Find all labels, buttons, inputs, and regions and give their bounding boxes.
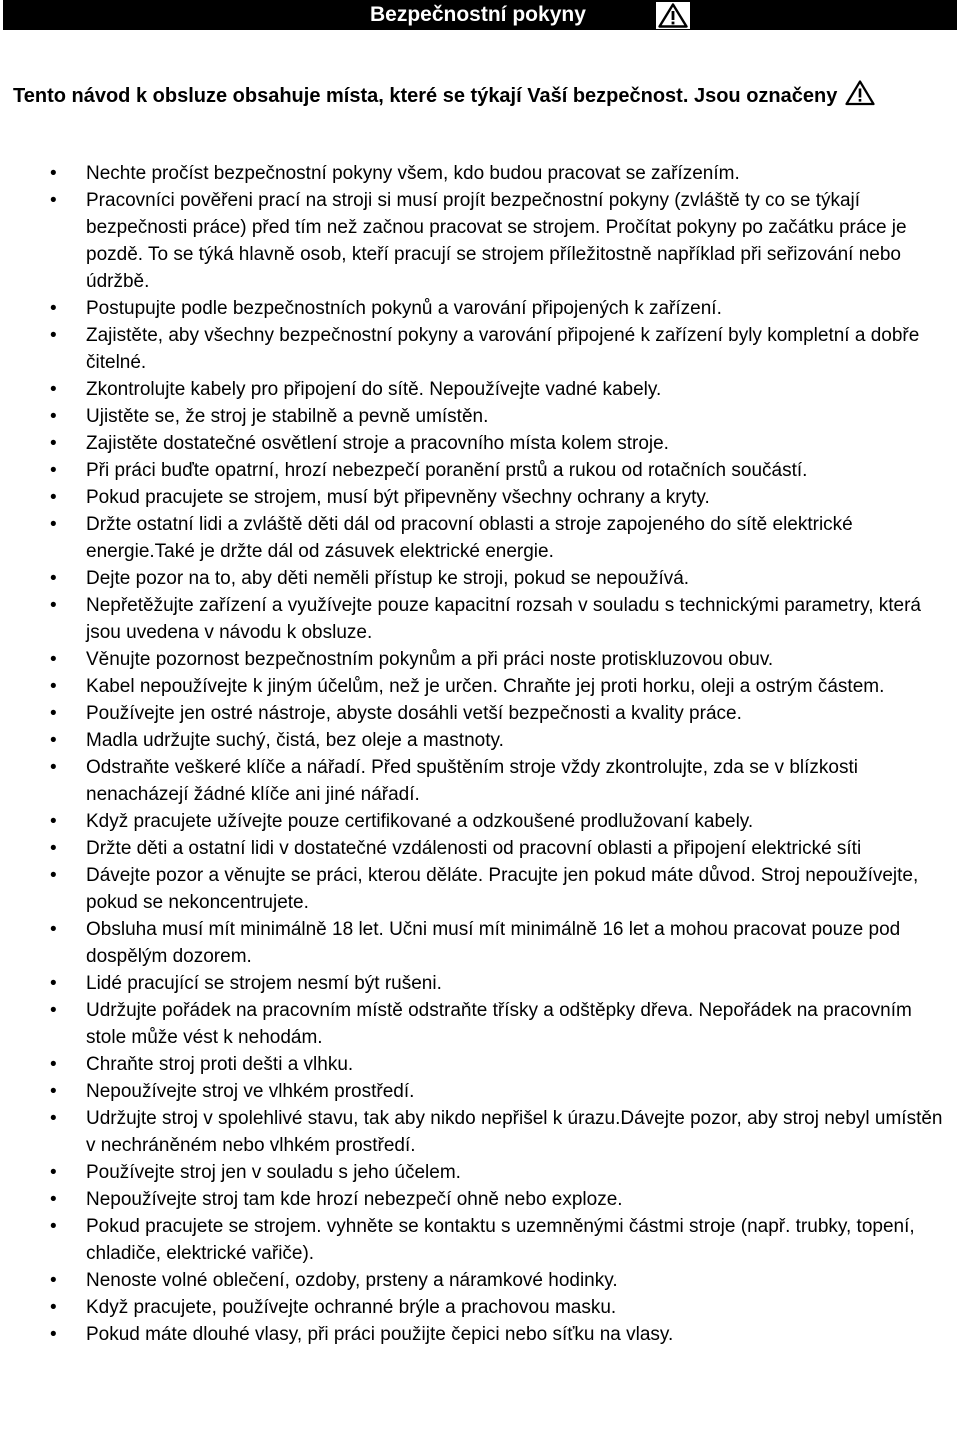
list-item: • Věnujte pozornost bezpečnostním pokynům a při práci noste protiskluzovou obuv. xyxy=(0,646,960,673)
list-item: • Madla udržujte suchý, čistá, bez oleje a mastnoty. xyxy=(0,727,960,754)
list-item: • Držte ostatní lidi a zvláště děti dál od pracovní oblasti a stroje zapojeného do sítě elektrické energie.Také je držte dál od zásuvek elektrické energie. xyxy=(0,511,960,565)
list-item: • Nepoužívejte stroj ve vlhkém prostředí. xyxy=(0,1078,960,1105)
list-item: • Kabel nepoužívejte k jiným účelům, než je určen. Chraňte jej proti horku, oleji a ostrým částem. xyxy=(0,673,960,700)
list-item: • Postupujte podle bezpečnostních pokynů a varování připojených k zařízení. xyxy=(0,295,960,322)
list-item: • Pokud pracujete se strojem. vyhněte se kontaktu s uzemněnými částmi stroje (např. trubky, topení, chladiče, elektrické vařiče). xyxy=(0,1213,960,1267)
intro-text: Tento návod k obsluze obsahuje místa, které se týkají Vaší bezpečnost. Jsou označeny xyxy=(13,85,838,107)
section-header-bar xyxy=(3,0,957,30)
list-item: • Udržujte pořádek na pracovním místě odstraňte třísky a odštěpky dřeva. Nepořádek na pracovním stole může vést k nehodám. xyxy=(0,997,960,1051)
list-item: • Dejte pozor na to, aby děti neměli přístup ke stroji, pokud se nepoužívá. xyxy=(0,565,960,592)
list-item: • Nechte pročíst bezpečnostní pokyny všem, kdo budou pracovat se zařízením. xyxy=(0,160,960,187)
list-item: • Když pracujete, používejte ochranné brýle a prachovou masku. xyxy=(0,1294,960,1321)
list-item: • Zajistěte dostatečné osvětlení stroje a pracovního místa kolem stroje. xyxy=(0,430,960,457)
list-item: • Pokud máte dlouhé vlasy, při práci použijte čepici nebo síťku na vlasy. xyxy=(0,1321,960,1348)
list-item: • Při práci buďte opatrní, hrozí nebezpečí poranění prstů a rukou od rotačních součástí. xyxy=(0,457,960,484)
list-item: • Lidé pracující se strojem nesmí být rušeni. xyxy=(0,970,960,997)
list-item: • Pokud pracujete se strojem, musí být připevněny všechny ochrany a kryty. xyxy=(0,484,960,511)
list-item: • Nenoste volné oblečení, ozdoby, prsteny a náramkové hodinky. xyxy=(0,1267,960,1294)
list-item: • Zkontrolujte kabely pro připojení do sítě. Nepoužívejte vadné kabely. xyxy=(0,376,960,403)
list-item: • Obsluha musí mít minimálně 18 let. Učni musí mít minimálně 16 let a mohou pracovat pouze pod dospělým dozorem. xyxy=(0,916,960,970)
warning-triangle-icon xyxy=(845,80,875,114)
warning-triangle-icon xyxy=(656,2,690,29)
list-item: • Ujistěte se, že stroj je stabilně a pevně umístěn. xyxy=(0,403,960,430)
list-item: • Používejte stroj jen v souladu s jeho účelem. xyxy=(0,1159,960,1186)
list-item: • Chraňte stroj proti dešti a vlhku. xyxy=(0,1051,960,1078)
list-item: • Používejte jen ostré nástroje, abyste dosáhli vetší bezpečnosti a kvality práce. xyxy=(0,700,960,727)
list-item: • Nepřetěžujte zařízení a využívejte pouze kapacitní rozsah v souladu s technickými parametry, která jsou uvedena v návodu k obsluze. xyxy=(0,592,960,646)
list-item: • Když pracujete užívejte pouze certifikované a odzkoušené prodlužovaní kabely. xyxy=(0,808,960,835)
list-item: • Pracovníci pověřeni prací na stroji si musí projít bezpečnostní pokyny (zvláště ty co se týkají bezpečnosti práce) před tím než začnou pracovat se strojem. Pročítat pokyny po začátku práce je pozdě. To se týká hlavně osob, kteří pracují se strojem příležitostně například při seřizování nebo údržbě. xyxy=(0,187,960,295)
safety-rules-list xyxy=(0,160,960,1348)
list-item: • Nepoužívejte stroj tam kde hrozí nebezpečí ohně nebo exploze. xyxy=(0,1186,960,1213)
list-item: • Zajistěte, aby všechny bezpečnostní pokyny a varování připojené k zařízení byly kompletní a dobře čitelné. xyxy=(0,322,960,376)
list-item: • Držte děti a ostatní lidi v dostatečné vzdálenosti od pracovní oblasti a připojení elektrické síti xyxy=(0,835,960,862)
list-item: • Udržujte stroj v spolehlivé stavu, tak aby nikdo nepřišel k úrazu.Dávejte pozor, aby stroj nebyl umístěn v nechráněném nebo vlhkém prostředí. xyxy=(0,1105,960,1159)
intro-paragraph xyxy=(13,80,913,114)
list-item: • Dávejte pozor a věnujte se práci, kterou děláte. Pracujte jen pokud máte důvod. Stroj nepoužívejte, pokud se nekoncentrujete. xyxy=(0,862,960,916)
list-item: • Odstraňte veškeré klíče a nářadí. Před spuštěním stroje vždy zkontrolujte, zda se v blízkosti nenacházejí žádné klíče ani jiné nářadí. xyxy=(0,754,960,808)
section-title xyxy=(355,0,655,30)
section-title-text: Bezpečnostní pokyny xyxy=(370,3,586,26)
